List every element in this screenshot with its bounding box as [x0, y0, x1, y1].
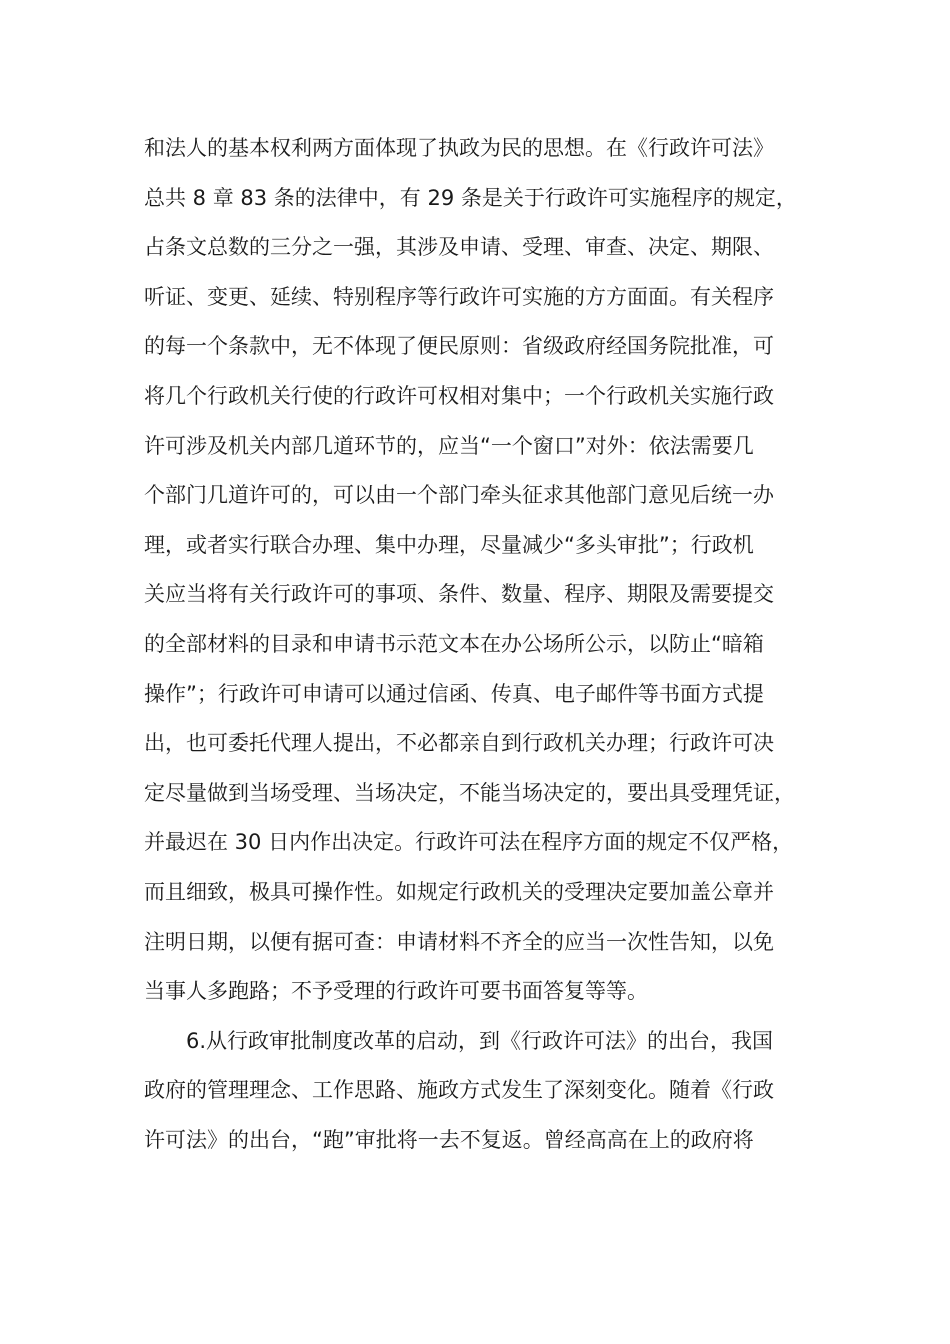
paragraph-1-line: 而且细致，极具可操作性。如规定行政机关的受理决定要加盖公章并	[144, 879, 774, 904]
paragraph-1-line: 并最迟在 30 日内作出决定。行政许可法在程序方面的规定不仅严格，	[144, 830, 794, 855]
paragraph-2	[144, 1017, 814, 1166]
paragraph-1-line: 定尽量做到当场受理、当场决定，不能当场决定的，要出具受理凭证，	[144, 780, 795, 805]
paragraph-1-line: 总共 8 章 83 条的法律中，有 29 条是关于行政许可实施程序的规定，	[144, 185, 797, 210]
paragraph-2-line: 政府的管理理念、工作思路、施政方式发生了深刻变化。随着《行政	[144, 1078, 774, 1103]
paragraph-1-line: 注明日期，以便有据可查：申请材料不齐全的应当一次性告知，以免	[144, 929, 774, 954]
paragraph-1	[144, 124, 814, 1017]
paragraph-1-line: 理，或者实行联合办理、集中办理，尽量减少“多头审批”；行政机	[144, 532, 754, 557]
paragraph-1-line: 和法人的基本权利两方面体现了执政为民的思想。在《行政许可法》	[144, 136, 774, 160]
paragraph-2-line: 许可法》的出台，“跑”审批将一去不复返。曾经高高在上的政府将	[144, 1127, 754, 1152]
paragraph-1-line: 听证、变更、延续、特别程序等行政许可实施的方方面面。有关程序	[144, 284, 774, 309]
paragraph-1-line: 出，也可委托代理人提出，不必都亲自到行政机关办理；行政许可决	[144, 731, 774, 756]
paragraph-1-line: 将几个行政机关行使的行政许可权相对集中；一个行政机关实施行政	[144, 383, 774, 408]
paragraph-1-line: 当事人多跑路；不予受理的行政许可要书面答复等等。	[144, 979, 648, 1004]
paragraph-1-line: 的每一个条款中，无不体现了便民原则：省级政府经国务院批准，可	[144, 334, 774, 359]
paragraph-1-line: 许可涉及机关内部几道环节的，应当“一个窗口”对外：依法需要几	[144, 433, 754, 458]
document-body	[144, 124, 814, 1165]
paragraph-1-line: 个部门几道许可的，可以由一个部门牵头征求其他部门意见后统一办	[144, 483, 774, 508]
paragraph-1-line: 操作”；行政许可申请可以通过信函、传真、电子邮件等书面方式提	[144, 681, 764, 706]
paragraph-1-line: 占条文总数的三分之一强，其涉及申请、受理、审查、决定、期限、	[144, 235, 774, 260]
paragraph-1-line: 的全部材料的目录和申请书示范文本在办公场所公示，以防止“暗箱	[144, 631, 764, 656]
paragraph-1-line: 关应当将有关行政许可的事项、条件、数量、程序、期限及需要提交	[144, 582, 774, 607]
paragraph-2-first-line: 6.从行政审批制度改革的启动，到《行政许可法》的出台，我国	[186, 1028, 774, 1053]
